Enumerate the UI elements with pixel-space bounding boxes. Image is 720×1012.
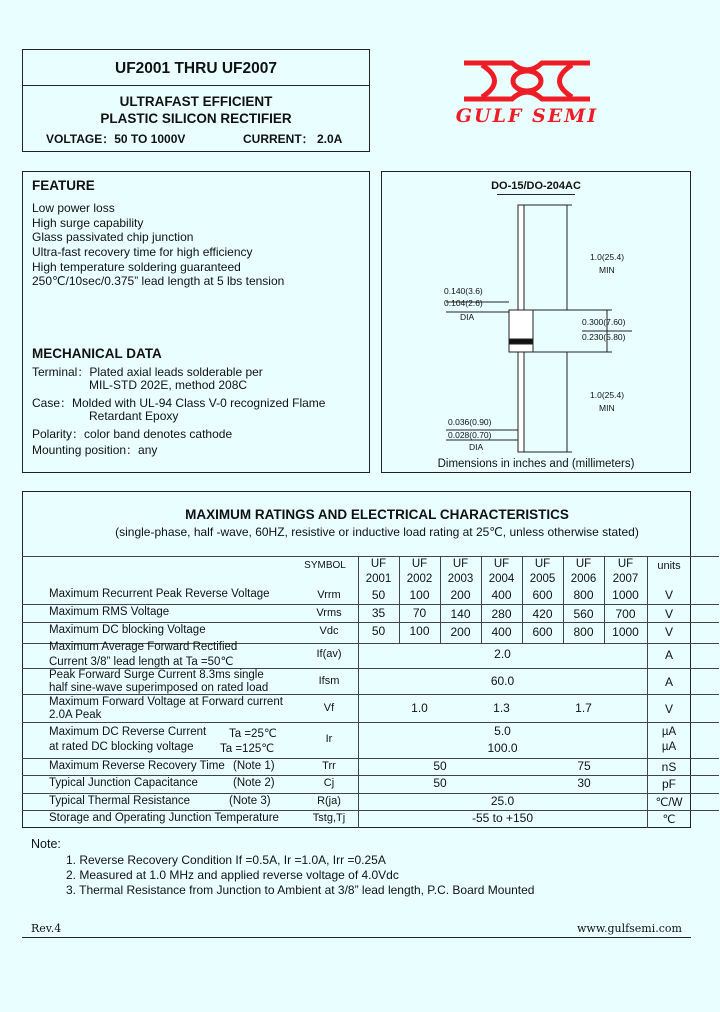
row-rule bbox=[22, 604, 719, 605]
feature-item: High surge capability bbox=[32, 216, 144, 230]
part-header-top: UF bbox=[534, 558, 551, 570]
param-ifav-line1: Maximum Average Forward Rectified bbox=[49, 641, 238, 653]
param-ir-cond1: Ta =25℃ bbox=[229, 728, 277, 740]
revision: Rev.4 bbox=[31, 922, 62, 935]
part-header-number: 2005 bbox=[529, 573, 556, 585]
value-cell: 400 bbox=[491, 588, 512, 602]
header-divider bbox=[23, 85, 369, 86]
gulf-semi-logo bbox=[452, 55, 602, 130]
unit-ir-25c: µA bbox=[661, 726, 677, 738]
mech-line: Polarity：color band denotes cathode bbox=[32, 427, 233, 441]
value-cell: 70 bbox=[412, 606, 427, 620]
value-cell: 560 bbox=[573, 607, 594, 621]
unit-vf: V bbox=[664, 702, 673, 716]
logo-text: GULF SEMI bbox=[455, 105, 599, 127]
value-cell: 600 bbox=[532, 625, 553, 639]
param-vrms: Maximum RMS Voltage bbox=[49, 606, 170, 618]
package-name: DO-15/DO-204AC bbox=[491, 180, 581, 192]
value-cell: 800 bbox=[573, 588, 594, 602]
feature-heading: FEATURE bbox=[32, 178, 95, 193]
param-vf-line2: 2.0A Peak bbox=[49, 709, 102, 721]
header-box bbox=[22, 49, 370, 152]
value-trr: 75 bbox=[577, 759, 591, 773]
value-vf: 1.0 bbox=[411, 701, 428, 715]
param-trr: Maximum Reverse Recovery Time bbox=[49, 760, 225, 772]
value-ir-25c: 5.0 bbox=[494, 724, 511, 738]
value-cell: 1000 bbox=[612, 625, 639, 639]
body-length-max: 0.300(7.60) bbox=[582, 317, 626, 327]
part-header-number: 2002 bbox=[406, 573, 433, 585]
row-rule bbox=[22, 694, 719, 695]
part-range-title: UF2001 THRU UF2007 bbox=[115, 60, 277, 77]
diode-outline-drawing bbox=[382, 172, 690, 472]
lead-length-top: 1.0(25.4) bbox=[590, 252, 625, 262]
value-cell: 800 bbox=[573, 625, 594, 639]
value-vf: 1.3 bbox=[493, 701, 510, 715]
unit-cj: pF bbox=[661, 777, 676, 791]
feature-item: 250℃/10sec/0.375” lead length at 5 lbs tension bbox=[32, 274, 285, 288]
note-item: 3. Thermal Resistance from Junction to Ambient at 3/8” lead length, P.C. Board Mounted bbox=[66, 883, 535, 897]
body-dia-min: 0.104(2.6) bbox=[444, 298, 483, 308]
param-rja-note: (Note 3) bbox=[229, 795, 271, 807]
symbol-vf: Vf bbox=[323, 702, 335, 714]
feature-item: Ultra-fast recovery time for high efficiency bbox=[32, 245, 253, 259]
part-header-top: UF bbox=[370, 558, 387, 570]
voltage-spec: VOLTAGE：50 TO 1000V bbox=[46, 132, 186, 146]
unit-tstg: ℃ bbox=[662, 814, 676, 826]
param-tstg: Storage and Operating Junction Temperature bbox=[49, 812, 279, 824]
part-header-number: 2001 bbox=[365, 573, 392, 585]
part-header-top: UF bbox=[493, 558, 510, 570]
unit-ifav: A bbox=[664, 648, 673, 662]
symbol-tstg: Tstg,Tj bbox=[312, 812, 346, 824]
product-title-line2: PLASTIC SILICON RECTIFIER bbox=[100, 111, 292, 126]
lead-dia-label: DIA bbox=[469, 442, 484, 452]
value-cell: 280 bbox=[491, 607, 512, 621]
symbol-ir: Ir bbox=[325, 733, 333, 745]
value-tstg: -55 to +150 bbox=[471, 811, 534, 825]
param-ifav-line2: Current 3/8” lead length at Ta =50℃ bbox=[49, 656, 234, 668]
value-cell: 140 bbox=[450, 607, 471, 621]
value-rja: 25.0 bbox=[490, 794, 515, 808]
symbol-ifav: If(av) bbox=[316, 648, 342, 660]
feature-item: Low power loss bbox=[32, 201, 115, 215]
part-header-number: 2004 bbox=[488, 573, 515, 585]
value-cell: 50 bbox=[371, 588, 386, 602]
symbol-vdc: Vdc bbox=[319, 625, 339, 637]
body-dia-label: DIA bbox=[460, 312, 475, 322]
value-ir-125c: 100.0 bbox=[487, 741, 518, 755]
lead-dia-max: 0.036(0.90) bbox=[448, 417, 492, 427]
param-ir-cond2: Ta =125℃ bbox=[220, 743, 275, 755]
value-ifsm: 60.0 bbox=[490, 674, 515, 688]
lead-length-bottom-min: MIN bbox=[599, 403, 615, 413]
unit-trr: nS bbox=[661, 760, 677, 774]
table-top-rule bbox=[22, 556, 719, 557]
ratings-subtitle: (single-phase, half -wave, 60HZ, resistive or inductive load rating at 25℃, unless otherwise stated) bbox=[115, 525, 639, 539]
value-cell: 1000 bbox=[612, 588, 639, 602]
value-cell: 200 bbox=[450, 588, 471, 602]
value-cell: 100 bbox=[409, 624, 430, 638]
part-header-top: UF bbox=[452, 558, 469, 570]
mech-line: Case：Molded with UL-94 Class V-0 recognized Flame bbox=[32, 396, 326, 410]
symbol-ifsm: Ifsm bbox=[318, 675, 340, 687]
lead-dia-min: 0.028(0.70) bbox=[448, 430, 492, 440]
unit-rja: ℃/W bbox=[655, 797, 683, 809]
part-header-number: 2006 bbox=[570, 573, 597, 585]
row-rule bbox=[22, 722, 719, 723]
param-vrrm: Maximum Recurrent Peak Reverse Voltage bbox=[49, 588, 270, 600]
product-title-line1: ULTRAFAST EFFICIENT bbox=[119, 94, 273, 109]
feature-item: Glass passivated chip junction bbox=[32, 230, 194, 244]
symbol-header: SYMBOL bbox=[304, 560, 346, 571]
param-vdc: Maximum DC blocking Voltage bbox=[49, 624, 206, 636]
value-cell: 35 bbox=[371, 606, 386, 620]
value-cell: 600 bbox=[532, 588, 553, 602]
param-cj: Typical Junction Capacitance bbox=[49, 777, 198, 789]
param-ir-line2: at rated DC blocking voltage bbox=[49, 741, 194, 753]
symbol-vrms: Vrms bbox=[316, 607, 342, 619]
body-dia-max: 0.140(3.6) bbox=[444, 286, 483, 296]
feature-item: High temperature soldering guaranteed bbox=[32, 260, 241, 274]
value-cell: 700 bbox=[615, 607, 636, 621]
param-vf-line1: Maximum Forward Voltage at Forward current bbox=[49, 696, 283, 708]
website-link[interactable]: www.gulfsemi.com bbox=[577, 922, 682, 935]
value-cell: 400 bbox=[491, 625, 512, 639]
symbol-vrrm: Vrrm bbox=[317, 589, 341, 601]
unit-vrrm: V bbox=[664, 588, 673, 602]
value-cell: 50 bbox=[371, 624, 386, 638]
param-trr-note: (Note 1) bbox=[233, 760, 275, 772]
body-length-min: 0.230(5.80) bbox=[582, 332, 626, 342]
current-spec: CURRENT： 2.0A bbox=[243, 132, 343, 146]
unit-vdc: V bbox=[664, 625, 673, 639]
param-ir-line1: Maximum DC Reverse Current bbox=[49, 726, 207, 738]
value-cj: 50 bbox=[433, 776, 447, 790]
lead-length-bottom: 1.0(25.4) bbox=[590, 390, 625, 400]
mech-line: MIL-STD 202E, method 208C bbox=[89, 378, 248, 392]
part-header-top: UF bbox=[617, 558, 634, 570]
package-box bbox=[381, 171, 691, 473]
part-header-number: 2007 bbox=[612, 573, 639, 585]
units-header: units bbox=[657, 560, 681, 572]
symbol-trr: Trr bbox=[322, 760, 336, 772]
value-vf: 1.7 bbox=[575, 701, 592, 715]
part-header-top: UF bbox=[575, 558, 592, 570]
dimensions-caption: Dimensions in inches and (millimeters) bbox=[437, 458, 635, 470]
note-item: 1. Reverse Recovery Condition If =0.5A, Ir =1.0A, Irr =0.25A bbox=[66, 853, 386, 867]
ratings-title: MAXIMUM RATINGS AND ELECTRICAL CHARACTERISTICS bbox=[185, 507, 569, 522]
param-ifsm-line1: Peak Forward Surge Current 8.3ms single bbox=[49, 669, 264, 681]
part-header-top: UF bbox=[411, 558, 428, 570]
value-cell: 420 bbox=[532, 607, 553, 621]
unit-ifsm: A bbox=[664, 675, 673, 689]
unit-ir-125c: µA bbox=[661, 741, 677, 753]
value-ifav: 2.0 bbox=[494, 647, 511, 661]
unit-vrms: V bbox=[664, 607, 673, 621]
lead-length-top-min: MIN bbox=[599, 265, 615, 275]
value-cell: 200 bbox=[450, 625, 471, 639]
mech-line: Mounting position：any bbox=[32, 443, 158, 457]
symbol-cj: Cj bbox=[323, 777, 335, 789]
value-cj: 30 bbox=[577, 776, 591, 790]
row-rule bbox=[22, 622, 719, 623]
param-rja: Typical Thermal Resistance bbox=[49, 795, 191, 807]
mech-line: Terminal：Plated axial leads solderable per bbox=[32, 365, 263, 379]
symbol-rja: R(ja) bbox=[317, 795, 341, 807]
param-ifsm-line2: half sine-wave superimposed on rated load bbox=[49, 682, 269, 694]
value-cell: 100 bbox=[409, 588, 430, 602]
feature-box bbox=[22, 171, 370, 473]
mech-line: Retardant Epoxy bbox=[89, 409, 179, 423]
value-trr: 50 bbox=[433, 759, 447, 773]
mechanical-heading: MECHANICAL DATA bbox=[32, 346, 162, 361]
part-header-number: 2003 bbox=[447, 573, 474, 585]
notes-heading: Note: bbox=[31, 837, 61, 851]
footer-rule bbox=[22, 937, 691, 938]
note-item: 2. Measured at 1.0 MHz and applied reverse voltage of 4.0Vdc bbox=[66, 868, 399, 882]
param-cj-note: (Note 2) bbox=[233, 777, 275, 789]
